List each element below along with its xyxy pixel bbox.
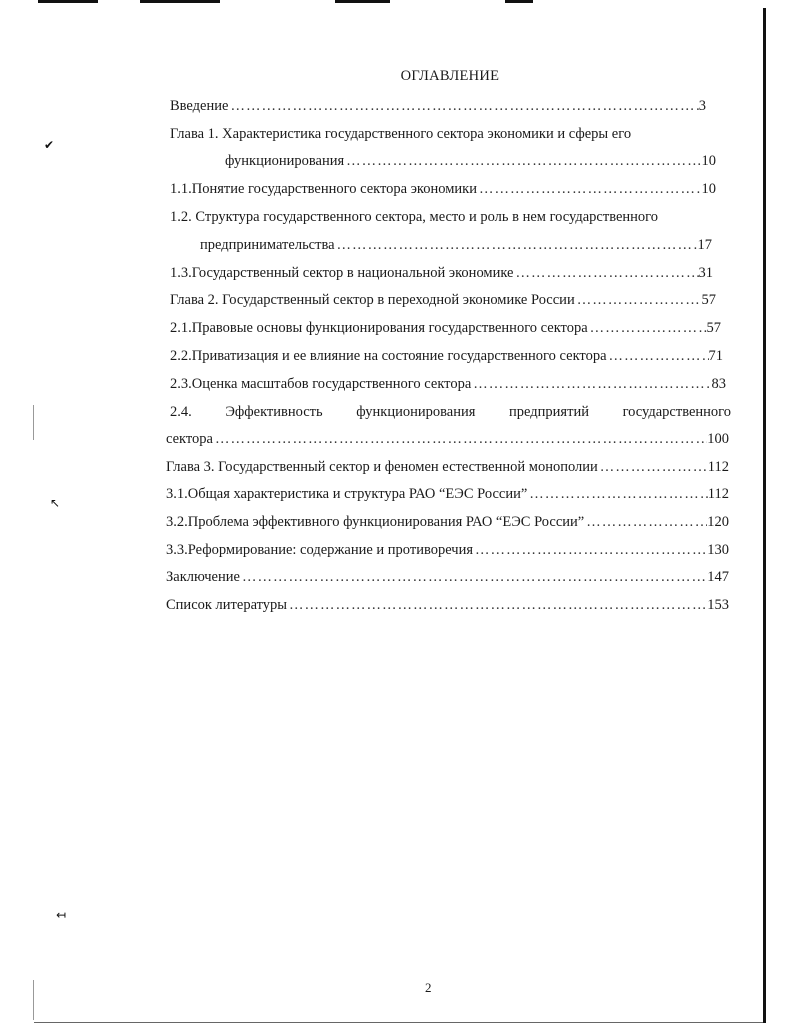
toc-page: 153 <box>707 597 729 613</box>
scan-edge-top-2 <box>140 0 220 3</box>
toc-page: 147 <box>707 569 729 585</box>
toc-entry-3-2 <box>166 512 729 532</box>
toc-label: Общая характеристика и структура РАО “ЕЭС России” <box>187 486 528 502</box>
toc-entry-1-2-line2 <box>200 235 712 255</box>
leader-dots <box>479 179 702 199</box>
toc-entry-3-3 <box>166 540 729 560</box>
toc-page: 120 <box>707 514 729 530</box>
toc-page: 112 <box>707 486 729 502</box>
scan-mark-2: ↖ <box>50 496 61 510</box>
scan-edge-left <box>33 405 34 440</box>
toc-label: Реформирование: содержание и противоречия <box>187 542 474 558</box>
toc-page: 130 <box>707 542 729 558</box>
leader-dots <box>230 96 698 116</box>
scan-mark-3: ↤ <box>56 908 67 922</box>
toc-page: 17 <box>697 237 712 253</box>
toc-number: 3.2. <box>166 514 188 530</box>
toc-page: 71 <box>708 348 723 364</box>
toc-page: 112 <box>707 459 729 475</box>
toc-label: функционирования <box>225 153 345 169</box>
leader-dots <box>609 346 709 366</box>
toc-entry-2-1 <box>170 318 721 338</box>
toc-entry-2-2 <box>170 346 723 366</box>
toc-entry-1-2-line1: 1.2. Структура государственного сектора, место и роль в нем государственного <box>170 209 658 225</box>
toc-label: Введение <box>170 98 229 114</box>
toc-entry-3-1 <box>166 484 729 504</box>
toc-label: Оценка масштабов государственного сектора <box>191 376 472 392</box>
toc-label: Заключение <box>166 569 240 585</box>
toc-number: 1.1. <box>170 181 192 197</box>
toc-entry-intro <box>170 96 706 116</box>
page-number: 2 <box>425 980 432 995</box>
toc-entry-1-3 <box>170 263 713 283</box>
leader-dots <box>475 540 707 560</box>
toc-number: 1.3. <box>170 265 192 281</box>
page-title: ОГЛАВЛЕНИЕ <box>400 68 500 84</box>
scan-edge-right <box>763 8 766 1023</box>
scan-edge-top-3 <box>335 0 390 3</box>
toc-label: Приватизация и ее влияние на состояние государственного сектора <box>191 348 607 364</box>
toc-word: функционирования <box>356 404 476 420</box>
leader-dots <box>515 263 698 283</box>
toc-label: Государственный сектор в национальной экономике <box>191 265 514 281</box>
toc-page: 10 <box>701 181 716 197</box>
toc-entry-ch3 <box>166 457 729 477</box>
leader-dots <box>289 595 707 615</box>
toc-entry-ch2 <box>170 290 716 310</box>
toc-page: 10 <box>701 153 716 169</box>
toc-number: 3.3. <box>166 542 188 558</box>
scan-edge-top-4 <box>505 0 533 3</box>
scan-edge-left-lower <box>33 980 34 1020</box>
leader-dots <box>337 235 698 255</box>
toc-number: 2.2. <box>170 348 192 364</box>
toc-entry-1-1 <box>170 179 716 199</box>
toc-label: Правовые основы функционирования государственного сектора <box>191 320 588 336</box>
toc-number: 2.3. <box>170 376 192 392</box>
toc-entry-conclusion <box>166 567 729 587</box>
toc-entry-2-4-line2 <box>166 429 729 449</box>
toc-page: 57 <box>706 320 721 336</box>
toc-word: Эффективность <box>225 404 323 420</box>
toc-number: 3.1. <box>166 486 188 502</box>
leader-dots <box>346 151 701 171</box>
leader-dots <box>215 429 707 449</box>
scan-edge-top-1 <box>38 0 98 3</box>
scan-mark-1: ✔ <box>44 138 55 152</box>
toc-entry-references <box>166 595 729 615</box>
leader-dots <box>242 567 707 587</box>
leader-dots <box>473 374 711 394</box>
toc-page: 3 <box>698 98 706 114</box>
leader-dots <box>529 484 707 504</box>
toc-page: 100 <box>707 431 729 447</box>
toc-number: 2.1. <box>170 320 192 336</box>
toc-word: государственного <box>622 404 731 420</box>
toc-label: Глава 3. Государственный сектор и феномен естественной монополии <box>166 459 598 475</box>
toc-label: Список литературы <box>166 597 288 613</box>
toc-page: 83 <box>711 376 726 392</box>
toc-entry-2-4-line1 <box>170 402 731 422</box>
toc-label: Глава 2. Государственный сектор в переходной экономике России <box>170 292 575 308</box>
toc-entry-2-3 <box>170 374 726 394</box>
toc-entry-ch1-line2 <box>225 151 716 171</box>
scan-edge-bottom <box>34 1022 763 1023</box>
toc-entry-ch1-line1: Глава 1. Характеристика государственного сектора экономики и сферы его <box>170 126 632 142</box>
toc-number: 2.4. <box>170 404 192 420</box>
toc-word: предприятий <box>509 404 589 420</box>
toc-label: Понятие государственного сектора экономики <box>191 181 477 197</box>
toc-label: Проблема эффективного функционирования РАО “ЕЭС России” <box>187 514 585 530</box>
toc-label: сектора <box>166 431 213 447</box>
toc-page: 31 <box>698 265 713 281</box>
leader-dots <box>590 318 707 338</box>
leader-dots <box>577 290 702 310</box>
toc-page: 57 <box>701 292 716 308</box>
leader-dots <box>600 457 708 477</box>
toc-label: предпринимательства <box>200 237 335 253</box>
leader-dots <box>586 512 707 532</box>
